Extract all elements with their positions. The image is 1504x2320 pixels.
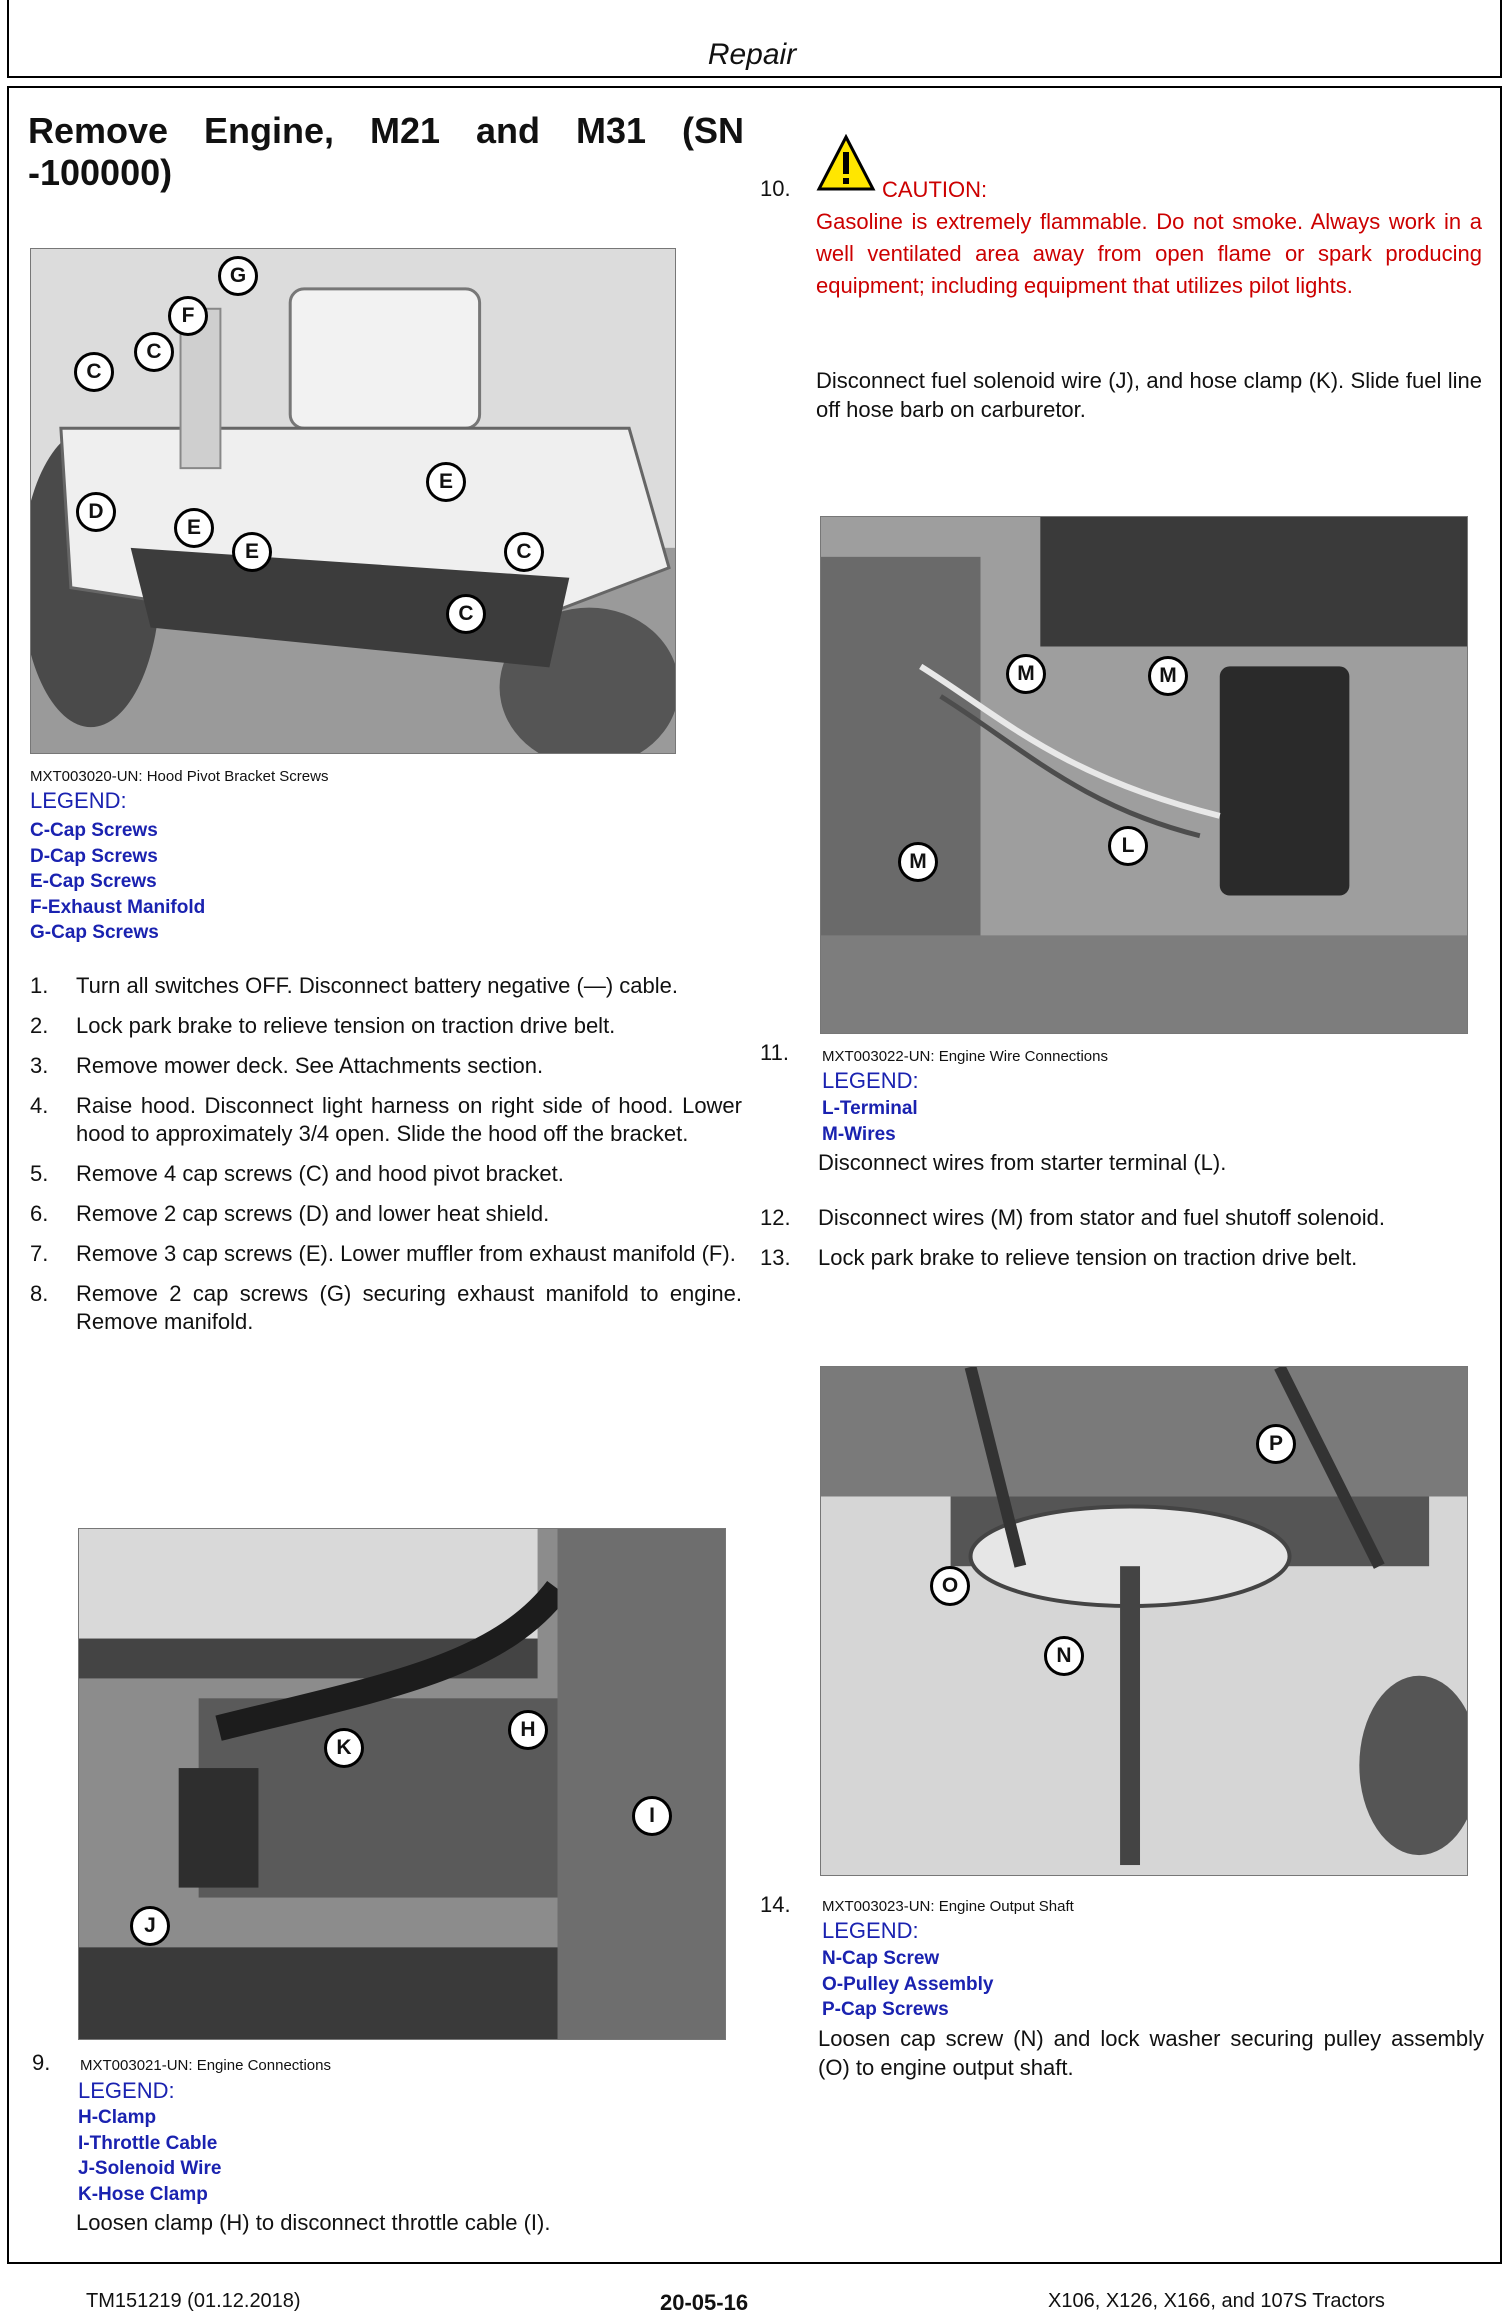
callout-m: M [1148,656,1188,696]
section-title [28,110,744,195]
legend-list [822,1096,918,1147]
legend-item: H-Clamp [78,2107,157,2128]
step-item: 1. Turn all switches OFF. Disconnect battery negative (—) cable. [30,973,678,998]
callout-d: D [76,492,116,532]
legend-item: I-Throttle Cable [78,2132,218,2154]
figure-caption: MXT003020-UN: Hood Pivot Bracket Screws [30,768,329,785]
step-item: 12. Disconnect wires (M) from stator and fuel shutoff solenoid. [760,1205,1385,1230]
legend-item: D-Cap Screws [30,845,158,867]
step-number: 9. [32,2050,51,2075]
callout-e: E [232,532,272,572]
legend-title: LEGEND: [822,1068,919,1093]
legend-item: P-Cap Screws [822,1999,949,2020]
callout-e: E [174,508,214,548]
figure-caption: MXT003022-UN: Engine Wire Connections [822,1048,1108,1065]
section-title-line1: Remove Engine, M21 and M31 (SN [28,110,744,151]
caution-label: CAUTION: [882,177,988,202]
figure-engine-output-shaft-photo [820,1366,1468,1876]
callout-c: C [504,532,544,572]
legend-title: LEGEND: [30,788,127,813]
legend-item: G-Cap Screws [30,922,159,943]
footer-models: X106, X126, X166, and 107S Tractors [1048,2290,1385,2312]
legend-list [822,1946,993,2023]
step-item: 4. Raise hood. Disconnect light harness on right side of hood. Lower hood to approximately 3/4 open. Slide the hood off the bracket. [30,1093,742,1146]
step-text: Loosen cap screw (N) and lock washer securing pulley assembly (O) to engine output shaft. [818,2026,1484,2080]
legend-item: N-Cap Screw [822,1948,940,1969]
step-number: 11. [760,1040,789,1065]
callout-h: H [508,1710,548,1750]
callout-p: P [1256,1424,1296,1464]
legend-list [78,2105,221,2207]
callout-m: M [1006,654,1046,694]
step-item: 8. Remove 2 cap screws (G) securing exhaust manifold to engine. Remove manifold. [30,1281,742,1334]
legend-item: L-Terminal [822,1098,918,1119]
step-number: 14. [760,1892,791,1917]
step-item: 3. Remove mower deck. See Attachments section. [30,1053,544,1078]
footer-page-number: 20-05-16 [660,2290,749,2315]
callout-c: C [74,352,114,392]
callout-o: O [930,1566,970,1606]
steps-list-right [760,1204,1482,1284]
legend-list [30,818,205,946]
callout-e: E [426,462,466,502]
legend-item: F-Exhaust Manifold [30,896,206,918]
step-item: 2. Lock park brake to relieve tension on traction drive belt. [30,1013,616,1038]
header-title: Repair [707,38,797,71]
callout-f: F [168,296,208,336]
legend-title: LEGEND: [78,2078,175,2103]
legend-item: K-Hose Clamp [78,2183,208,2205]
section-title-line2: -100000) [28,152,173,194]
figure-caption: MXT003023-UN: Engine Output Shaft [822,1898,1074,1915]
callout-c: C [134,332,174,372]
step-item: 7. Remove 3 cap screws (E). Lower muffler from exhaust manifold (F). [30,1241,736,1266]
caution-text: Gasoline is extremely flammable. Do not smoke. Always work in a well ventilated area away from open flame or spark producing equipment; including equipment that utilizes pilot lights. [816,209,1482,298]
steps-list-left [30,972,742,1348]
callout-j: J [130,1906,170,1946]
callout-m: M [898,842,938,882]
step-number: 10. [760,176,791,201]
callout-g: G [218,256,258,296]
legend-item: O-Pulley Assembly [822,1973,994,1995]
step-item: 5. Remove 4 cap screws (C) and hood pivot bracket. [30,1161,564,1186]
step-text: Disconnect wires from starter terminal (L). [818,1150,1227,1175]
figure-caption: MXT003021-UN: Engine Connections [80,2057,331,2074]
step-text: Loosen clamp (H) to disconnect throttle cable (I). [76,2210,551,2235]
legend-title: LEGEND: [822,1918,919,1943]
warning-icon [816,134,876,192]
legend-item: C-Cap Screws [30,820,158,841]
legend-item: J-Solenoid Wire [78,2158,222,2179]
figure-hood-pivot-bracket-photo [30,248,676,754]
figure-engine-wire-connections-photo [820,516,1468,1034]
callout-n: N [1044,1636,1084,1676]
callout-k: K [324,1728,364,1768]
footer-doc-id: TM151219 (01.12.2018) [86,2290,301,2312]
step-text: Disconnect fuel solenoid wire (J), and hose clamp (K). Slide fuel line off hose barb on carburetor. [816,368,1482,422]
step-item: 6. Remove 2 cap screws (D) and lower heat shield. [30,1201,550,1226]
legend-item: E-Cap Screws [30,871,157,892]
callout-i: I [632,1796,672,1836]
callout-l: L [1108,826,1148,866]
figure-engine-connections-photo [78,1528,726,2040]
callout-c: C [446,594,486,634]
step-item: 13. Lock park brake to relieve tension on traction drive belt. [760,1245,1358,1270]
legend-item: M-Wires [822,1123,896,1145]
